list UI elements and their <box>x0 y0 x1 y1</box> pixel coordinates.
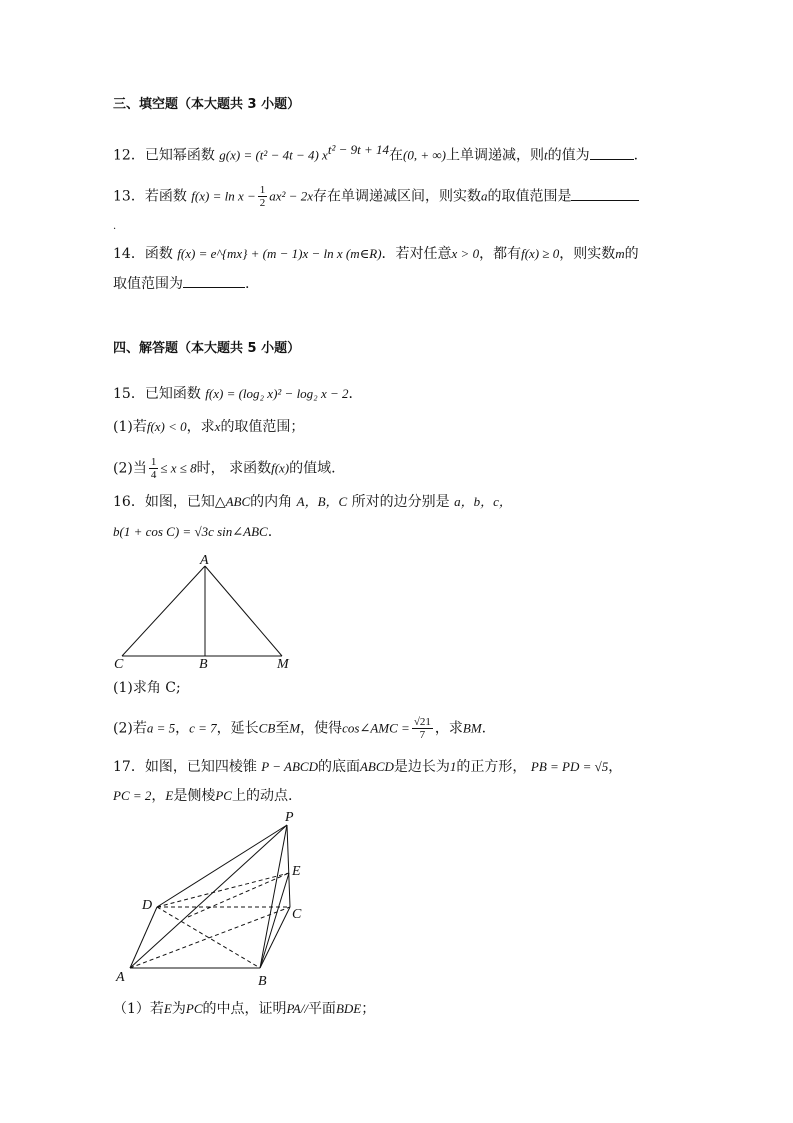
question-14-line1: 14．函数 f(x) = e^{mx} + (m − 1)x − ln x (m∈R)．若对任意x > 0，都有f(x) ≥ 0，则实数m的 <box>113 246 639 262</box>
edge-BC <box>260 907 290 968</box>
exponent: t² − 9t + 14 <box>327 142 389 157</box>
question-15-part1: (1)若f(x) < 0，求x的取值范围； <box>113 419 305 435</box>
interval: (0, + ∞) <box>403 147 446 163</box>
question-number: 12． <box>113 147 145 164</box>
question-number: 17． <box>113 759 145 775</box>
answer-blank[interactable] <box>571 188 639 201</box>
question-16: 16．如图，已知△ABC的内角 A，B，C 所对的边分别是 a，b，c， <box>113 494 512 510</box>
edge-BE <box>260 873 289 968</box>
fraction: $\frac{√21}{7}$ <box>413 716 431 741</box>
formula: f(x) = e^{mx} + (m − 1)x − ln x (m∈R) <box>177 246 382 261</box>
formula: f(x) = (log₂ x)² − log₂ x − 2 <box>205 386 349 401</box>
trailing-dot: . <box>113 221 117 232</box>
question-number: 16． <box>113 494 145 510</box>
label-B: B <box>199 657 208 672</box>
label-A: A <box>200 553 209 568</box>
edge-AM <box>205 566 282 656</box>
label-D: D <box>142 898 153 913</box>
triangle-figure <box>108 548 298 672</box>
question-number: 13． <box>113 188 145 205</box>
label-M: M <box>277 657 289 672</box>
question-14-line2: 取值范围为 . <box>113 276 250 292</box>
question-17-part1: （1）若E为PC的中点，证明PA//平面BDE； <box>113 1001 376 1017</box>
formula: g(x) = (t² − 4t − 4) x <box>219 147 328 163</box>
edge-DP <box>157 825 287 907</box>
label-P: P <box>285 810 294 825</box>
question-number: 14． <box>113 246 145 262</box>
pyramid-figure <box>108 805 323 995</box>
edge-PC <box>287 825 290 907</box>
label-E: E <box>292 864 301 879</box>
answer-blank[interactable] <box>183 275 245 288</box>
question-16-part2: (2)若a = 5，c = 7，延长CB至M，使得cos∠AMC = $\frac{√21}{7}$ ，求BM. <box>113 716 487 741</box>
section-heading-solve: 四、解答题（本大题共 5 小题） <box>113 341 301 356</box>
question-number: 15． <box>113 386 145 402</box>
question-17: 17．如图，已知四棱锥 P − ABCD的底面ABCD是边长为1的正方形， PB = PD = √5， <box>113 759 623 775</box>
question-13: 13．若函数 f(x) = ln x − $\frac{1}{2}$ ax² − 2x存在单调递减区间，则实数a的取值范围是 <box>113 184 639 209</box>
fraction: $\frac{1}{2}$ <box>259 184 266 209</box>
label-C: C <box>292 907 302 922</box>
question-16-part1: (1)求角 C; <box>113 680 181 696</box>
edge-CA <box>122 566 205 656</box>
label-C: C <box>114 657 124 672</box>
fraction: $\frac{1}{4}$ <box>150 456 157 481</box>
question-12: 12．已知幂函数 g(x) = (t² − 4t − 4) $x^{t^2 - 9t + 14}$在(0, + ∞)上单调递减，则t的值为 . <box>113 142 639 164</box>
label-A: A <box>116 970 125 985</box>
answer-blank[interactable] <box>590 147 634 160</box>
question-15: 15．已知函数 f(x) = (log₂ x)² − log₂ x − 2． <box>113 386 363 402</box>
label-B: B <box>258 974 267 989</box>
question-15-part2: (2)当 $\frac{1}{4}$ ≤ x ≤ 8时， 求函数f(x)的值域. <box>113 456 336 481</box>
section-heading-fill-in: 三、填空题（本大题共 3 小题） <box>113 97 301 112</box>
question-17-line2: PC = 2，E是侧棱PC上的动点. <box>113 788 293 804</box>
edge-AP <box>130 825 287 968</box>
question-16-formula: b(1 + cos C) = √3c sin∠ABC. <box>113 524 273 540</box>
edge-DB <box>157 907 260 968</box>
